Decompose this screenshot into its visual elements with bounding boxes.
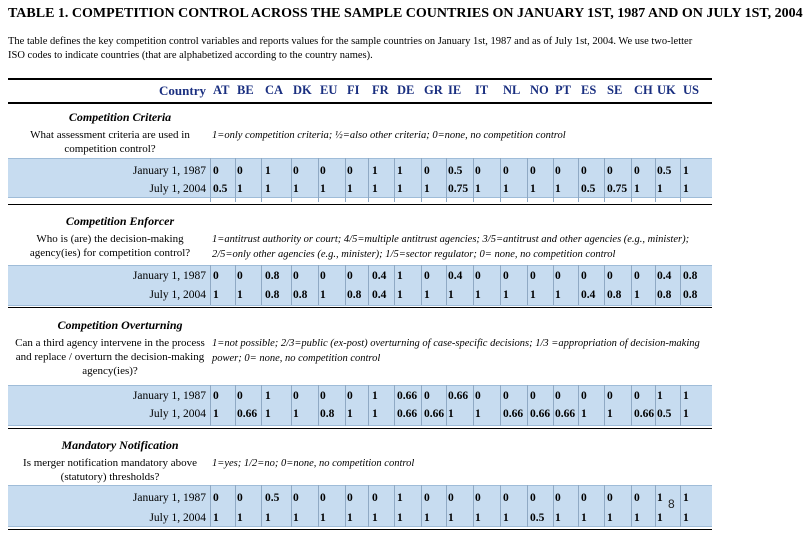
header-country-fr: FR xyxy=(372,83,389,97)
cell-nl: 1 xyxy=(503,289,509,301)
table-row xyxy=(8,181,712,199)
section-definition: 1=yes; 1/2=no; 0=none, no competition control xyxy=(212,458,415,469)
cell-no: 0.5 xyxy=(530,512,545,524)
table-row xyxy=(8,388,712,406)
cell-eu: 1 xyxy=(320,289,326,301)
cell-es: 1 xyxy=(581,408,587,420)
cell-ca: 1 xyxy=(265,165,271,177)
cell-de: 0.66 xyxy=(397,390,418,402)
cell-de: 1 xyxy=(397,183,403,195)
cell-us: 1 xyxy=(683,408,689,420)
cell-dk: 1 xyxy=(293,408,299,420)
cell-uk: 1 xyxy=(657,492,663,504)
cell-se: 1 xyxy=(607,408,613,420)
cell-de: 0.66 xyxy=(397,408,418,420)
cell-be: 1 xyxy=(237,183,243,195)
cell-no: 1 xyxy=(530,183,536,195)
cell-eu: 0 xyxy=(320,390,326,402)
cell-gr: 0 xyxy=(424,165,430,177)
cell-uk: 1 xyxy=(657,390,663,402)
cell-no: 0 xyxy=(530,492,536,504)
cell-be: 1 xyxy=(237,289,243,301)
cell-es: 0.4 xyxy=(581,289,596,301)
cell-ch: 0.66 xyxy=(634,408,655,420)
header-country-us: US xyxy=(683,83,699,97)
cell-uk: 1 xyxy=(657,183,663,195)
cell-dk: 0 xyxy=(293,492,299,504)
cell-uk: 0.4 xyxy=(657,270,672,282)
cell-de: 1 xyxy=(397,512,403,524)
header-country-gr: GR xyxy=(424,83,443,97)
cell-pt: 0.66 xyxy=(555,408,576,420)
cell-ch: 0 xyxy=(634,390,640,402)
cell-es: 0 xyxy=(581,492,587,504)
cell-fi: 1 xyxy=(347,512,353,524)
cell-fr: 1 xyxy=(372,408,378,420)
cell-nl: 0 xyxy=(503,165,509,177)
section-rule xyxy=(8,428,712,429)
cell-nl: 0 xyxy=(503,390,509,402)
cell-ie: 1 xyxy=(448,289,454,301)
table-header xyxy=(8,80,712,104)
table-row xyxy=(8,287,712,305)
header-country-no: NO xyxy=(530,83,549,97)
header-country-ch: CH xyxy=(634,83,653,97)
cell-be: 0 xyxy=(237,390,243,402)
cell-se: 0.8 xyxy=(607,289,622,301)
cell-ch: 0 xyxy=(634,270,640,282)
cell-pt: 1 xyxy=(555,183,561,195)
row-label: January 1, 1987 xyxy=(132,165,206,177)
cell-it: 1 xyxy=(475,408,481,420)
cell-ca: 0.8 xyxy=(265,270,280,282)
cell-it: 1 xyxy=(475,289,481,301)
cell-ca: 0.8 xyxy=(265,289,280,301)
cell-at: 1 xyxy=(213,408,219,420)
cell-no: 0.66 xyxy=(530,408,551,420)
header-country-pt: PT xyxy=(555,83,571,97)
section-definition: 1=not possible; 2/3=public (ex-post) overturning of case-specific decisions; 1/3 =appropriation of decision-making power; 0= none, no competition control xyxy=(212,338,700,364)
table-row xyxy=(8,163,712,181)
page-number: 8 xyxy=(668,497,675,511)
cell-de: 1 xyxy=(397,165,403,177)
header-country-at: AT xyxy=(213,83,230,97)
cell-fr: 1 xyxy=(372,183,378,195)
cell-es: 1 xyxy=(581,512,587,524)
cell-dk: 0 xyxy=(293,270,299,282)
cell-us: 0.8 xyxy=(683,270,698,282)
header-country-be: BE xyxy=(237,83,254,97)
cell-us: 1 xyxy=(683,390,689,402)
cell-be: 1 xyxy=(237,512,243,524)
cell-eu: 0.8 xyxy=(320,408,335,420)
cell-ch: 1 xyxy=(634,289,640,301)
cell-at: 0 xyxy=(213,165,219,177)
cell-be: 0.66 xyxy=(237,408,258,420)
cell-eu: 1 xyxy=(320,183,326,195)
cell-fi: 1 xyxy=(347,408,353,420)
cell-nl: 0.66 xyxy=(503,408,524,420)
table-row xyxy=(8,406,712,424)
cell-se: 0 xyxy=(607,165,613,177)
section-title: Competition Enforcer xyxy=(65,214,175,228)
cell-nl: 0 xyxy=(503,270,509,282)
cell-be: 0 xyxy=(237,165,243,177)
cell-fr: 0 xyxy=(372,492,378,504)
cell-pt: 0 xyxy=(555,165,561,177)
cell-se: 1 xyxy=(607,512,613,524)
cell-es: 0.5 xyxy=(581,183,596,195)
cell-fi: 1 xyxy=(347,183,353,195)
cell-fi: 0.8 xyxy=(347,289,362,301)
section-question: Who is (are) the decision-making agency(ies) for competition control? xyxy=(29,233,191,259)
cell-se: 0.75 xyxy=(607,183,628,195)
header-country-nl: NL xyxy=(503,83,521,97)
cell-ch: 1 xyxy=(634,512,640,524)
table-row xyxy=(8,268,712,286)
cell-dk: 0.8 xyxy=(293,289,308,301)
cell-de: 1 xyxy=(397,492,403,504)
cell-uk: 0.8 xyxy=(657,289,672,301)
cell-be: 0 xyxy=(237,270,243,282)
cell-us: 0.8 xyxy=(683,289,698,301)
table-title: TABLE 1. COMPETITION CONTROL ACROSS THE SAMPLE COUNTRIES ON JANUARY 1ST, 1987 AND ON JULY 1ST, 2004 xyxy=(8,6,803,21)
cell-fi: 0 xyxy=(347,165,353,177)
cell-eu: 0 xyxy=(320,492,326,504)
row-label: January 1, 1987 xyxy=(132,270,206,282)
section-question: Is merger notification mandatory above (statutory) thresholds? xyxy=(23,457,197,483)
section-question: Can a third agency intervene in the process and replace / overturn the decision-making agency(ies)? xyxy=(15,337,205,377)
cell-gr: 0.66 xyxy=(424,408,445,420)
cell-dk: 0 xyxy=(293,165,299,177)
cell-be: 0 xyxy=(237,492,243,504)
cell-fr: 1 xyxy=(372,165,378,177)
section-definition: 1=antitrust authority or court; 4/5=multiple antitrust agencies; 3/5=antitrust and other agencies (e.g., minister); 2/5=only other agencies (e.g., minister); 1/5=sector regulator; 0= none, no competition control xyxy=(212,234,690,260)
cell-gr: 0 xyxy=(424,492,430,504)
cell-it: 1 xyxy=(475,183,481,195)
cell-fr: 1 xyxy=(372,390,378,402)
section-definition: 1=only competition criteria; ½=also other criteria; 0=none, no competition control xyxy=(212,130,566,141)
cell-ca: 1 xyxy=(265,183,271,195)
row-label: January 1, 1987 xyxy=(132,390,206,402)
cell-pt: 0 xyxy=(555,390,561,402)
cell-it: 1 xyxy=(475,512,481,524)
cell-ca: 1 xyxy=(265,512,271,524)
cell-es: 0 xyxy=(581,390,587,402)
cell-at: 1 xyxy=(213,512,219,524)
cell-ca: 0.5 xyxy=(265,492,280,504)
cell-de: 1 xyxy=(397,289,403,301)
cell-ca: 1 xyxy=(265,408,271,420)
section-title: Competition Overturning xyxy=(57,318,183,332)
section-rule xyxy=(8,307,712,308)
cell-ie: 1 xyxy=(448,408,454,420)
cell-ie: 1 xyxy=(448,512,454,524)
cell-at: 0 xyxy=(213,270,219,282)
cell-it: 0 xyxy=(475,492,481,504)
cell-ie: 0.4 xyxy=(448,270,463,282)
cell-fi: 0 xyxy=(347,270,353,282)
cell-no: 0 xyxy=(530,165,536,177)
section-rule xyxy=(8,204,712,205)
cell-uk: 1 xyxy=(657,512,663,524)
cell-pt: 1 xyxy=(555,289,561,301)
cell-uk: 0.5 xyxy=(657,165,672,177)
cell-ch: 0 xyxy=(634,165,640,177)
header-country-eu: EU xyxy=(320,83,338,97)
header-country-ca: CA xyxy=(265,83,284,97)
cell-dk: 1 xyxy=(293,183,299,195)
header-country-es: ES xyxy=(581,83,597,97)
cell-eu: 0 xyxy=(320,270,326,282)
cell-nl: 0 xyxy=(503,492,509,504)
row-label: July 1, 2004 xyxy=(149,183,206,195)
cell-fi: 0 xyxy=(347,492,353,504)
cell-ie: 0.75 xyxy=(448,183,469,195)
cell-it: 0 xyxy=(475,390,481,402)
header-country-label: Country xyxy=(159,83,206,98)
row-label: July 1, 2004 xyxy=(149,408,206,420)
cell-us: 1 xyxy=(683,165,689,177)
table-row xyxy=(8,510,712,528)
row-label: July 1, 2004 xyxy=(149,512,206,524)
cell-eu: 0 xyxy=(320,165,326,177)
cell-se: 0 xyxy=(607,270,613,282)
cell-fr: 0.4 xyxy=(372,289,387,301)
cell-gr: 1 xyxy=(424,289,430,301)
cell-de: 1 xyxy=(397,270,403,282)
cell-us: 1 xyxy=(683,512,689,524)
cell-es: 0 xyxy=(581,165,587,177)
cell-se: 0 xyxy=(607,390,613,402)
cell-nl: 1 xyxy=(503,512,509,524)
header-country-fi: FI xyxy=(347,83,360,97)
cell-ie: 0.5 xyxy=(448,165,463,177)
header-country-dk: DK xyxy=(293,83,312,97)
section-rule xyxy=(8,529,712,530)
cell-gr: 0 xyxy=(424,390,430,402)
cell-us: 1 xyxy=(683,492,689,504)
cell-it: 0 xyxy=(475,165,481,177)
cell-es: 0 xyxy=(581,270,587,282)
cell-fr: 1 xyxy=(372,512,378,524)
cell-dk: 1 xyxy=(293,512,299,524)
section-title: Mandatory Notification xyxy=(61,438,179,452)
cell-gr: 1 xyxy=(424,183,430,195)
row-label: January 1, 1987 xyxy=(132,492,206,504)
cell-pt: 0 xyxy=(555,270,561,282)
cell-no: 0 xyxy=(530,390,536,402)
cell-ie: 0.66 xyxy=(448,390,469,402)
cell-no: 0 xyxy=(530,270,536,282)
cell-ch: 1 xyxy=(634,183,640,195)
cell-it: 0 xyxy=(475,270,481,282)
cell-gr: 0 xyxy=(424,270,430,282)
cell-no: 1 xyxy=(530,289,536,301)
cell-at: 0 xyxy=(213,492,219,504)
cell-eu: 1 xyxy=(320,512,326,524)
cell-ie: 0 xyxy=(448,492,454,504)
cell-ch: 0 xyxy=(634,492,640,504)
cell-at: 0 xyxy=(213,390,219,402)
cell-gr: 1 xyxy=(424,512,430,524)
cell-at: 0.5 xyxy=(213,183,228,195)
table-description: The table defines the key competition control variables and reports values for the sample countries on January 1st, 1987 and as of July 1st, 2004. We use two-letter ISO codes to indicate countries (that are alphabetized according to the country names). xyxy=(8,36,693,61)
cell-se: 0 xyxy=(607,492,613,504)
cell-dk: 0 xyxy=(293,390,299,402)
cell-uk: 0.5 xyxy=(657,408,672,420)
cell-pt: 1 xyxy=(555,512,561,524)
cell-ca: 1 xyxy=(265,390,271,402)
cell-fr: 0.4 xyxy=(372,270,387,282)
header-country-it: IT xyxy=(475,83,489,97)
row-label: July 1, 2004 xyxy=(149,289,206,301)
cell-us: 1 xyxy=(683,183,689,195)
cell-pt: 0 xyxy=(555,492,561,504)
header-country-de: DE xyxy=(397,83,415,97)
header-country-ie: IE xyxy=(448,83,462,97)
cell-nl: 1 xyxy=(503,183,509,195)
table-row xyxy=(8,490,712,508)
header-country-se: SE xyxy=(607,83,623,97)
cell-fi: 0 xyxy=(347,390,353,402)
section-question: What assessment criteria are used in competition control? xyxy=(30,129,190,155)
section-title: Competition Criteria xyxy=(68,110,172,124)
cell-at: 1 xyxy=(213,289,219,301)
header-country-uk: UK xyxy=(657,83,676,97)
